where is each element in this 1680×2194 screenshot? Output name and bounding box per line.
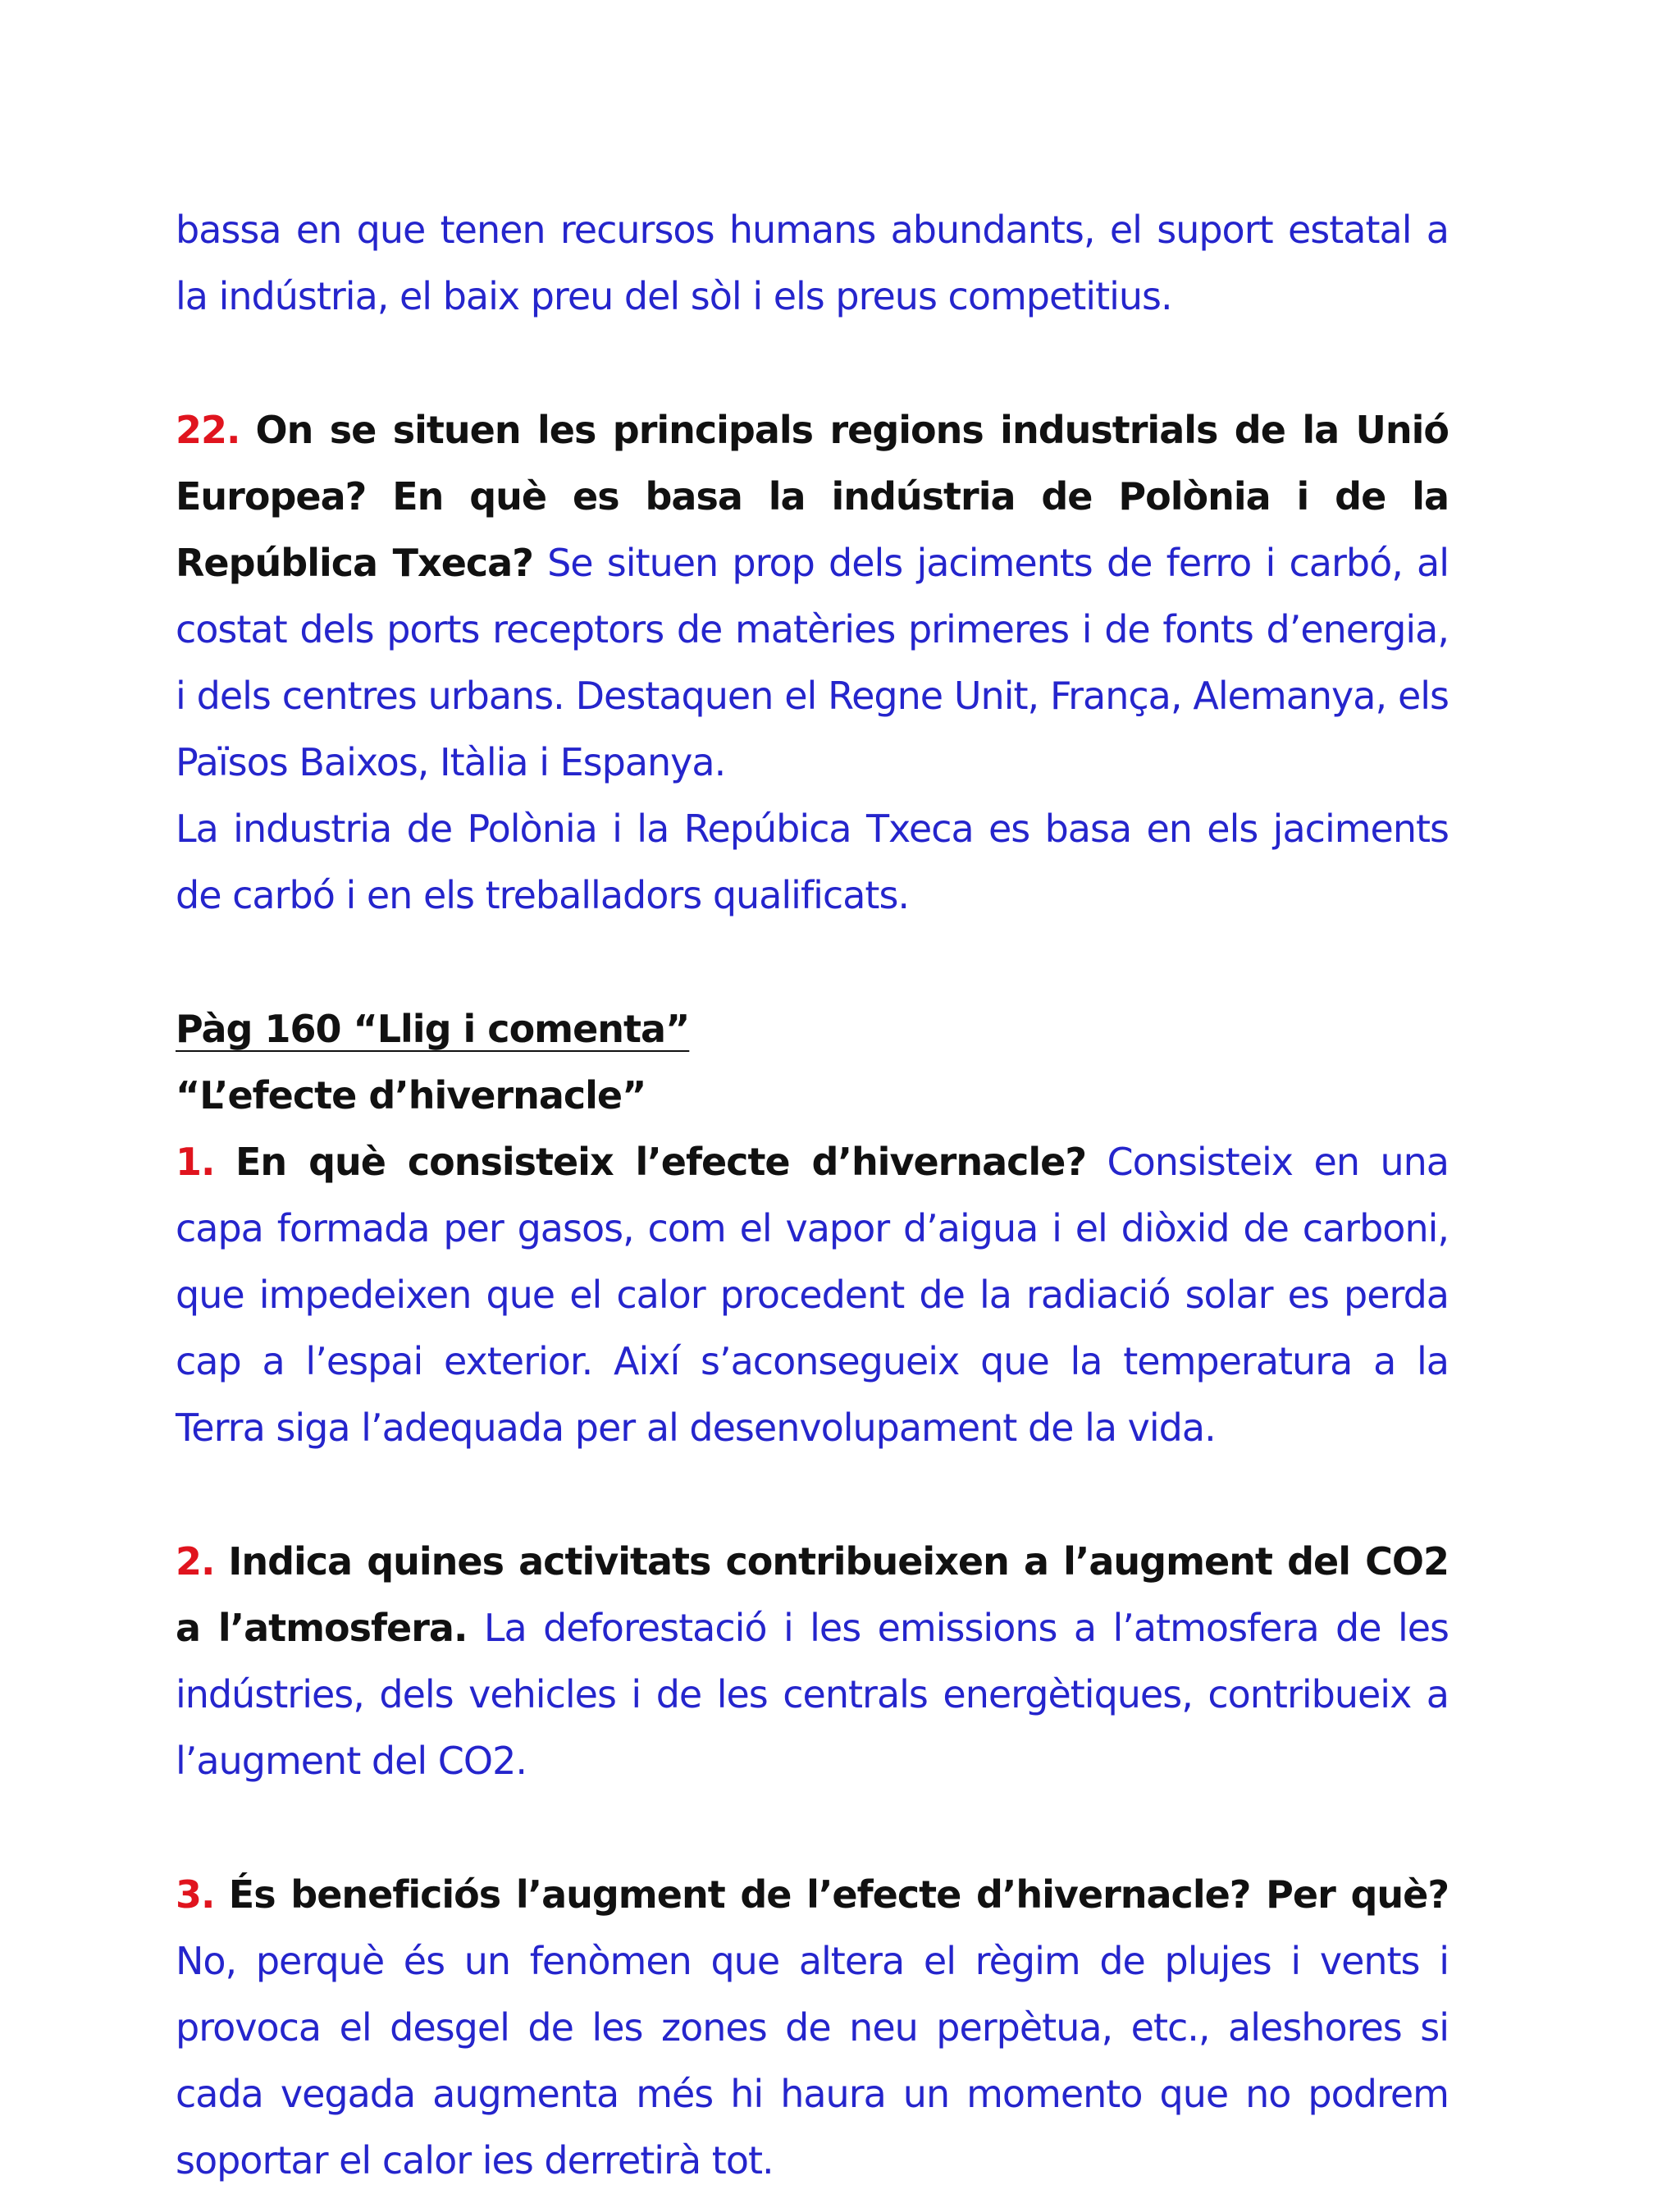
question-22-number: 22.	[176, 408, 240, 452]
spacer	[176, 1461, 1449, 1529]
question-3-number: 3.	[176, 1872, 215, 1917]
question-22-answer: Se situen prop dels jaciments de ferro i carbó, al costat dels ports receptors de matèries primeres i de fonts d’energia, i dels centres urbans. Destaquen el Regne Unit, França, Alemanya, els Països Baixos, Itàlia i Espanya.	[176, 541, 1449, 784]
question-22-text: On se situen les principals regions industrials de la Unió Europea? En què es basa la indústria de Polònia i de la República Txeca?	[176, 408, 1449, 585]
spacer	[176, 330, 1449, 397]
question-3-answer: No, perquè és un fenòmen que altera el règim de plujes i vents i provoca el desgel de les zones de neu perpètua, etc., aleshores si cada vegada augmenta més hi haura un momento que no podrem soportar el calor ies derretirà tot.	[176, 1939, 1449, 2183]
page-reference-label: Pàg 160 “Llig i comenta”	[176, 1007, 690, 1051]
section-page-reference	[176, 996, 1449, 1063]
question-1-answer: Consisteix en una capa formada per gasos, com el vapor d’aigua i el diòxid de carboni, que impedeixen que el calor procedent de la radiació solar es perda cap a l’espai exterior. Així s’aconsegueix que la temperatura a la Terra siga l’adequada per al desenvolupament de la vida.	[176, 1140, 1449, 1450]
question-22-answer-continued	[176, 796, 1449, 929]
section-title: “L’efecte d’hivernacle”	[176, 1073, 646, 1118]
spacer	[176, 1794, 1449, 1862]
question-1-number: 1.	[176, 1140, 215, 1184]
question-3-text: És beneficiós l’augment de l’efecte d’hivernacle? Per què?	[228, 1872, 1449, 1917]
question-1	[176, 1129, 1449, 1461]
question-3	[176, 1862, 1449, 2194]
question-1-text: En què consisteix l’efecte d’hivernacle?	[235, 1140, 1087, 1184]
intro-paragraph	[176, 197, 1449, 330]
intro-answer: bassa en que tenen recursos humans abundants, el suport estatal a la indústria, el baix preu del sòl i els preus competitius.	[176, 208, 1449, 318]
spacer	[176, 929, 1449, 996]
question-2-text: Indica quines activitats contribueixen a l’augment del CO2 a l’atmosfera.	[176, 1539, 1449, 1650]
question-2-number: 2.	[176, 1539, 215, 1584]
question-2-answer: La deforestació i les emissions a l’atmosfera de les indústries, dels vehicles i de les centrals energètiques, contribueix a l’augment del CO2.	[176, 1606, 1449, 1783]
question-22-answer-2: La industria de Polònia i la Repúbica Txeca es basa en els jaciments de carbó i en els treballadors qualificats.	[176, 807, 1449, 917]
document-body	[176, 197, 1449, 2194]
question-22	[176, 397, 1449, 796]
question-2	[176, 1529, 1449, 1794]
